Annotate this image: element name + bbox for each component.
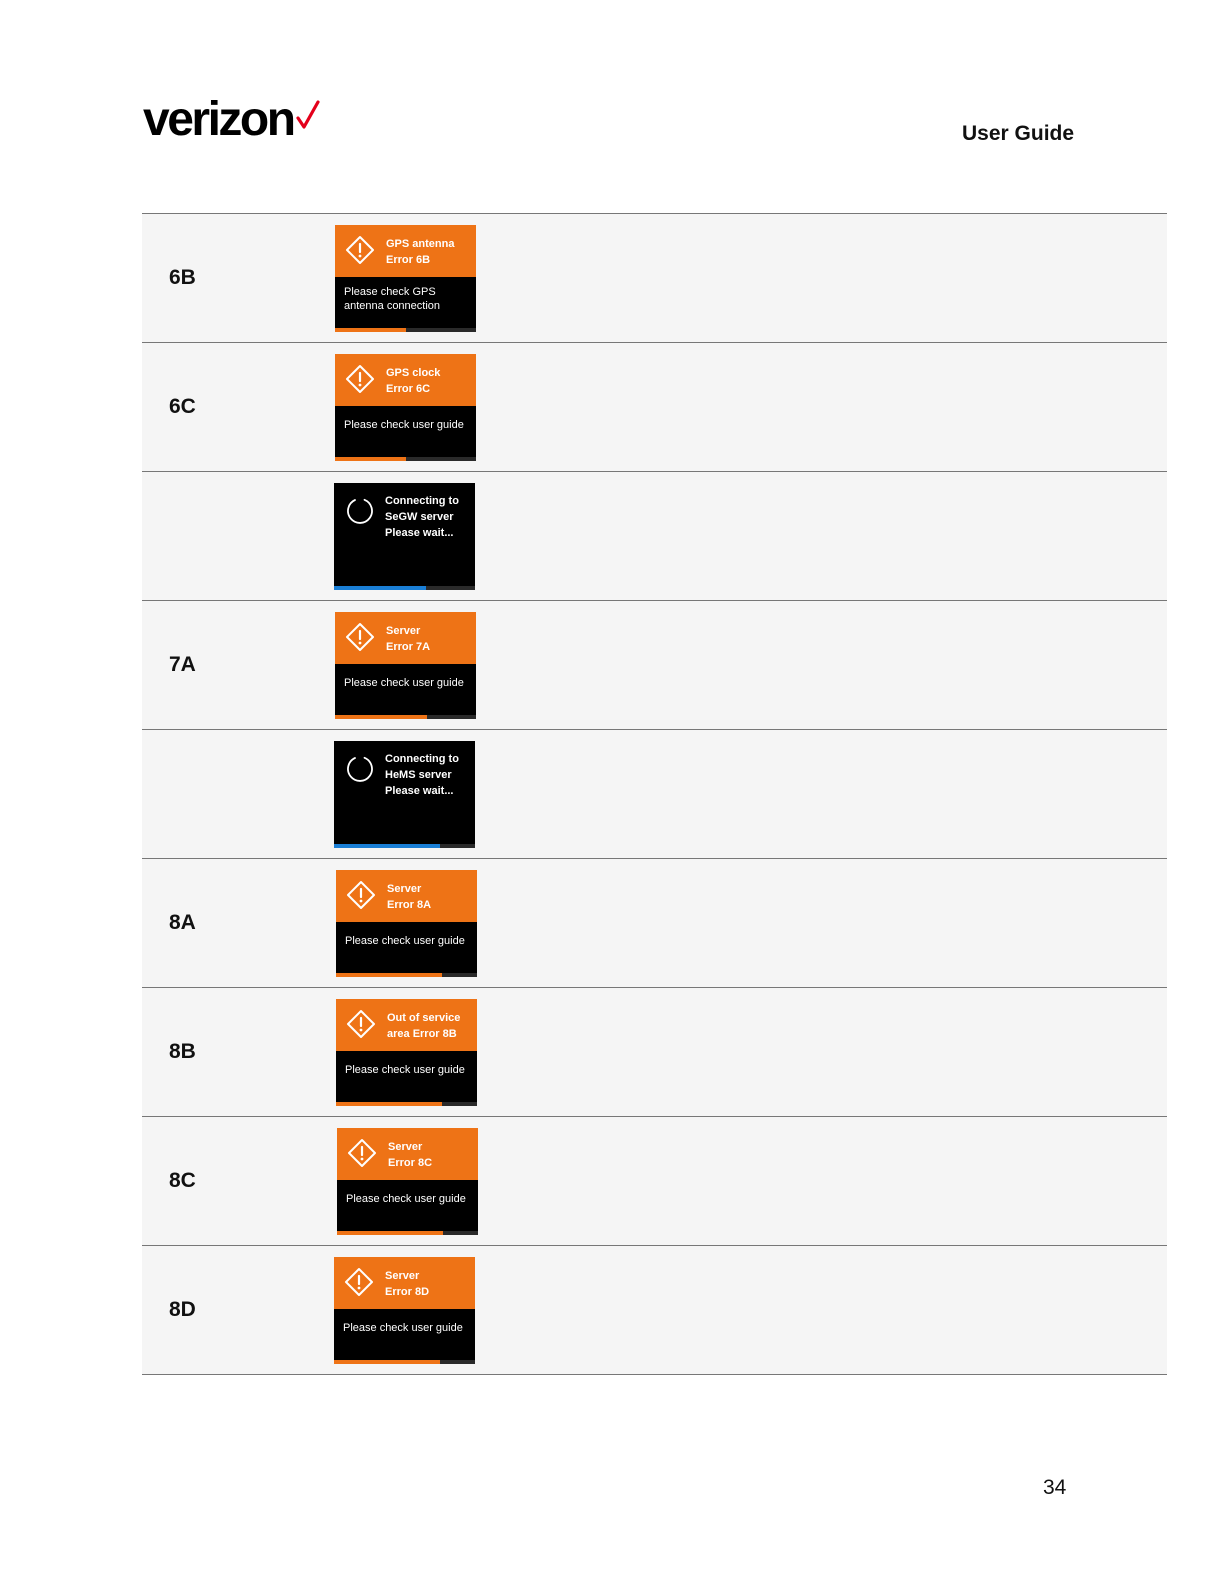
verizon-logo bbox=[143, 93, 320, 146]
table-row bbox=[142, 471, 1167, 600]
warning-diamond-icon bbox=[344, 1267, 374, 1297]
warning-diamond-icon bbox=[346, 880, 376, 910]
error-screen-panel bbox=[334, 1257, 475, 1364]
error-code-label: 8A bbox=[169, 911, 196, 934]
error-code-label: 8C bbox=[169, 1169, 196, 1192]
progress-bar bbox=[335, 457, 476, 461]
progress-bar bbox=[334, 586, 475, 590]
error-screen-panel bbox=[335, 225, 476, 332]
warning-diamond-icon bbox=[347, 1138, 377, 1168]
progress-bar-fill bbox=[335, 328, 406, 332]
progress-bar-fill bbox=[337, 1231, 443, 1235]
error-header bbox=[337, 1128, 478, 1180]
error-message: Please check user guide bbox=[346, 1193, 466, 1205]
table-row bbox=[142, 987, 1167, 1116]
table-row bbox=[142, 600, 1167, 729]
error-code-label: 8D bbox=[169, 1298, 196, 1321]
error-header bbox=[334, 1257, 475, 1309]
progress-bar bbox=[337, 1231, 478, 1235]
loading-spinner-icon bbox=[346, 755, 374, 783]
progress-bar-fill bbox=[334, 1360, 440, 1364]
error-code-label: 7A bbox=[169, 653, 196, 676]
table-row bbox=[142, 729, 1167, 858]
error-title: Out of service area Error 8B bbox=[387, 1012, 461, 1040]
progress-bar-fill bbox=[334, 586, 426, 590]
checkmark-icon bbox=[296, 100, 320, 130]
progress-bar bbox=[335, 715, 476, 719]
connecting-status-text: Connecting to SeGW server Please wait... bbox=[385, 495, 459, 539]
connecting-screen-panel bbox=[334, 483, 475, 590]
error-header bbox=[336, 870, 477, 922]
error-message: Please check user guide bbox=[343, 1322, 463, 1334]
progress-bar bbox=[334, 1360, 475, 1364]
page-number: 34 bbox=[1043, 1476, 1067, 1499]
error-screen-panel bbox=[336, 870, 477, 977]
error-title: Server Error 8A bbox=[387, 883, 432, 911]
progress-bar bbox=[336, 973, 477, 977]
error-message: Please check user guide bbox=[344, 419, 464, 431]
error-code-label: 6B bbox=[169, 266, 196, 289]
error-header bbox=[335, 225, 476, 277]
error-code-label: 6C bbox=[169, 395, 196, 418]
warning-diamond-icon bbox=[345, 364, 375, 394]
error-screen-panel bbox=[335, 612, 476, 719]
error-header bbox=[335, 354, 476, 406]
error-title: Server Error 8C bbox=[388, 1141, 433, 1169]
loading-spinner-icon bbox=[346, 497, 374, 525]
page-header-title: User Guide bbox=[962, 122, 1075, 145]
progress-bar bbox=[335, 328, 476, 332]
error-screen-panel bbox=[336, 999, 477, 1106]
error-message: Please check user guide bbox=[345, 935, 465, 947]
error-title: GPS clock Error 6C bbox=[386, 367, 441, 395]
logo-text: verizon bbox=[143, 93, 294, 146]
progress-bar-fill bbox=[335, 457, 406, 461]
progress-bar-fill bbox=[336, 973, 442, 977]
warning-diamond-icon bbox=[346, 1009, 376, 1039]
progress-bar-fill bbox=[335, 715, 427, 719]
error-code-label: 8B bbox=[169, 1040, 196, 1063]
table-row bbox=[142, 1245, 1167, 1375]
error-header bbox=[335, 612, 476, 664]
error-screen-panel bbox=[335, 354, 476, 461]
error-message: Please check user guide bbox=[345, 1064, 465, 1076]
progress-bar bbox=[336, 1102, 477, 1106]
error-screen-panel bbox=[337, 1128, 478, 1235]
connecting-screen-panel bbox=[334, 741, 475, 848]
progress-bar-fill bbox=[334, 844, 440, 848]
table-row bbox=[142, 858, 1167, 987]
warning-diamond-icon bbox=[345, 235, 375, 265]
error-message: Please check GPS antenna connection bbox=[344, 286, 441, 312]
error-title: Server Error 8D bbox=[385, 1270, 430, 1298]
table-row bbox=[142, 1116, 1167, 1245]
error-code-table bbox=[142, 213, 1167, 1375]
error-message: Please check user guide bbox=[344, 677, 464, 689]
error-header bbox=[336, 999, 477, 1051]
error-title: Server Error 7A bbox=[386, 625, 431, 653]
progress-bar-fill bbox=[336, 1102, 442, 1106]
connecting-status-text: Connecting to HeMS server Please wait... bbox=[385, 753, 459, 797]
table-row bbox=[142, 342, 1167, 471]
warning-diamond-icon bbox=[345, 622, 375, 652]
error-title: GPS antenna Error 6B bbox=[386, 238, 455, 266]
table-row bbox=[142, 213, 1167, 342]
progress-bar bbox=[334, 844, 475, 848]
